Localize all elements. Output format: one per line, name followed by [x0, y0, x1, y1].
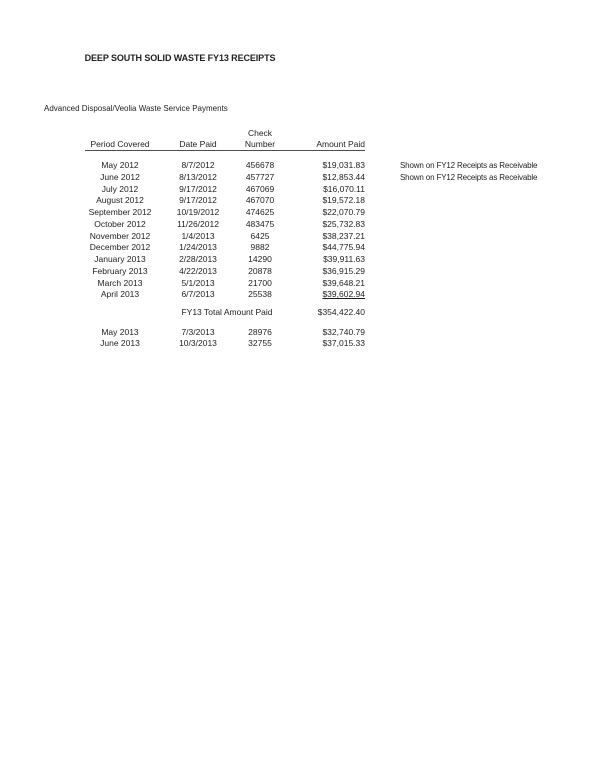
- period-cell: October 2012: [94, 218, 146, 229]
- period-cell: November 2012: [89, 230, 151, 241]
- table-row: [0, 184, 600, 196]
- table-row: [0, 231, 600, 243]
- date-cell: 2/28/2013: [179, 254, 217, 264]
- check-number-cell: 20878: [248, 265, 272, 276]
- column-header-check: Check: [247, 128, 273, 138]
- date-cell: 9/17/2012: [179, 195, 217, 206]
- amount-cell: $39,911.63: [323, 254, 365, 264]
- date-cell: 6/7/2013: [181, 289, 215, 300]
- period-cell: August 2012: [96, 195, 144, 206]
- receivable-note: Shown on FY12 Receipts as Receivable: [400, 161, 538, 170]
- period-cell: September 2012: [88, 207, 152, 217]
- amount-cell: $38,237.21: [322, 230, 365, 241]
- header-underline-rule: [85, 150, 365, 151]
- page-title: DEEP SOUTH SOLID WASTE FY13 RECEIPTS: [84, 53, 276, 63]
- amount-cell: $39,648.21: [322, 277, 365, 288]
- amount-cell: $22,070.79: [322, 207, 365, 217]
- date-cell: 4/22/2013: [179, 265, 217, 276]
- column-header-period-covered: Period Covered: [90, 139, 150, 149]
- check-number-cell: 32755: [248, 338, 272, 349]
- amount-cell-underlined: $39,602.94: [322, 289, 365, 300]
- table-row: [0, 172, 600, 184]
- table-row: [0, 338, 600, 350]
- fy13-total-label: FY13 Total Amount Paid: [181, 306, 273, 317]
- column-header-check-number: Number: [244, 139, 276, 149]
- check-number-cell: 28976: [248, 326, 272, 337]
- table-row: [0, 195, 600, 207]
- period-cell: June 2013: [100, 338, 140, 349]
- fy13-total-amount: $354,422.40: [317, 306, 365, 317]
- payments-table-body: [0, 160, 600, 301]
- table-row: [0, 207, 600, 219]
- amount-cell: $36,915.29: [322, 265, 365, 276]
- period-cell: May 2012: [101, 160, 139, 170]
- amount-cell: $44,775.94: [322, 242, 365, 253]
- table-row: [0, 254, 600, 266]
- receivable-note: Shown on FY12 Receipts as Receivable: [400, 172, 538, 182]
- date-cell: 11/26/2012: [177, 218, 219, 229]
- amount-cell: $32,740.79: [322, 326, 365, 337]
- table-row: [0, 289, 600, 301]
- check-number-cell: 456678: [245, 160, 275, 170]
- amount-cell: $37,015.33: [322, 338, 365, 349]
- check-number-cell: 483475: [245, 218, 275, 229]
- amount-cell: $19,572.18: [322, 195, 365, 206]
- check-number-cell: 21700: [248, 277, 272, 288]
- column-header-date-paid: Date Paid: [179, 139, 217, 149]
- section-heading: Advanced Disposal/Veolia Waste Service Payments: [44, 104, 228, 113]
- date-cell: 10/19/2012: [176, 207, 220, 217]
- amount-cell: $12,853.44: [322, 171, 365, 182]
- period-cell: May 2013: [101, 326, 139, 337]
- column-header-amount-paid: Amount Paid: [316, 139, 365, 149]
- table-row: [0, 242, 600, 254]
- check-number-cell: 14290: [248, 254, 272, 264]
- date-cell: 8/7/2012: [181, 160, 215, 170]
- check-number-cell: 6425: [250, 230, 270, 241]
- amount-cell: $16,070.11: [323, 183, 365, 194]
- date-cell: 5/1/2013: [181, 277, 215, 288]
- check-number-cell: 474625: [245, 207, 275, 217]
- period-cell: April 2013: [100, 289, 140, 300]
- table-row: [0, 160, 600, 172]
- table-row: [0, 266, 600, 278]
- table-row: [0, 278, 600, 290]
- check-number-cell: 467070: [245, 195, 275, 206]
- period-cell: March 2013: [97, 277, 143, 288]
- period-cell: January 2013: [94, 254, 146, 264]
- period-cell: February 2013: [92, 265, 148, 276]
- post-total-rows: [0, 327, 600, 351]
- amount-cell: $25,732.83: [322, 218, 365, 229]
- date-cell: 9/17/2012: [179, 183, 217, 194]
- date-cell: 1/24/2013: [179, 242, 217, 253]
- period-cell: December 2012: [89, 242, 151, 253]
- check-number-cell: 457727: [245, 171, 275, 182]
- date-cell: 7/3/2013: [181, 326, 215, 337]
- date-cell: 10/3/2013: [179, 338, 217, 349]
- table-row: [0, 219, 600, 231]
- period-cell: July 2012: [101, 183, 139, 194]
- date-cell: 1/4/2013: [181, 230, 215, 241]
- check-number-cell: 25538: [248, 289, 272, 300]
- period-cell: June 2012: [100, 171, 140, 182]
- date-cell: 8/13/2012: [179, 171, 217, 182]
- check-number-cell: 9882: [250, 242, 270, 253]
- table-row: [0, 327, 600, 339]
- amount-cell: $19,031.83: [322, 160, 365, 170]
- fy13-total-row: [0, 307, 600, 319]
- check-number-cell: 467069: [245, 183, 275, 194]
